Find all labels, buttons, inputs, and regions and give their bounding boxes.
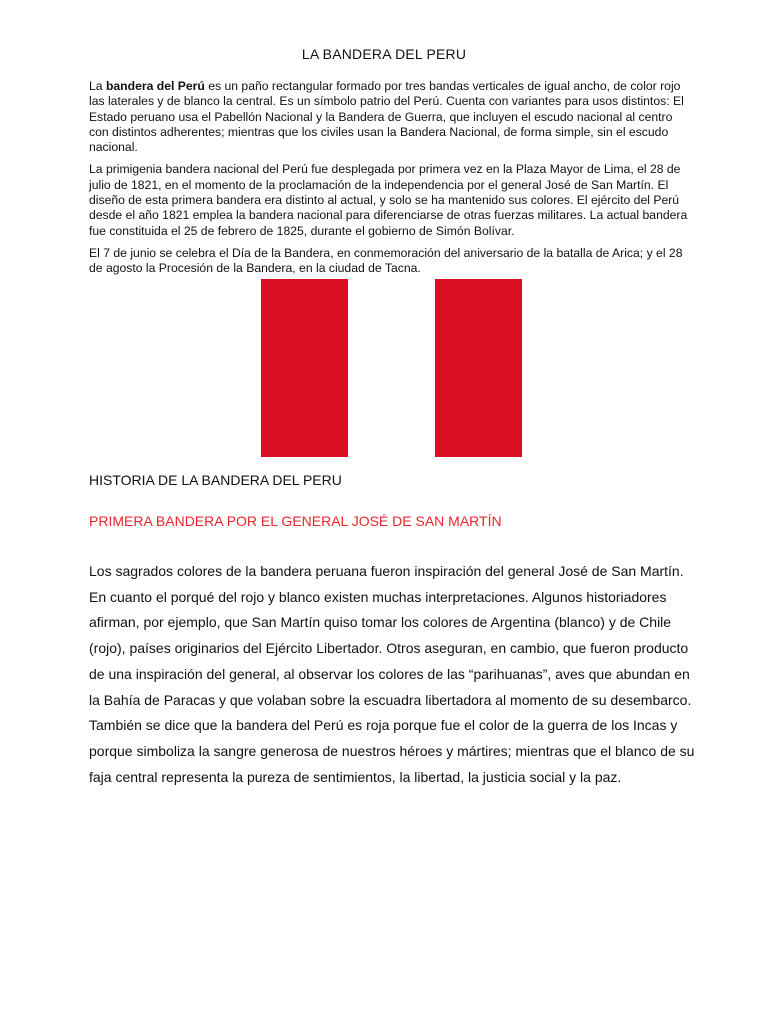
intro-paragraph-2: La primigenia bandera nacional del Perú fue desplegada por primera vez en la Plaza Mayor de Lima, el 28 de julio de 1821, en el momento de la proclamación de la independencia por el general José de San Martín. El diseño de esta primera bandera era distinto al actual, y solo se ha mantenido sus colores. El ejército del Perú desde el año 1821 emplea la bandera nacional para diferenciarse de otras fuerzas militares. La actual bandera fue constituida el 25 de febrero de 1825, durante el gobierno de Simón Bolívar.: [89, 162, 688, 238]
flag-band-center: [348, 279, 435, 457]
history-heading: HISTORIA DE LA BANDERA DEL PERU: [89, 472, 342, 488]
intro-paragraph-3: El 7 de junio se celebra el Día de la Bandera, en conmemoración del aniversario de la batalla de Arica; y el 28 de agosto la Procesión de la Bandera, en la ciudad de Tacna.: [89, 245, 683, 276]
intro-section: [89, 79, 691, 284]
flag-band-left: [261, 279, 348, 457]
flag-band-right: [435, 279, 522, 457]
intro-p1-rest: es un paño rectangular formado por tres bandas verticales de igual ancho, de color rojo las laterales y de blanco la central. Es un símbolo patrio del Perú. Cuenta con variantes para usos distintos: El Estado peruano usa el Pabellón Nacional y la Bandera de Guerra, que incluyen el escudo nacional al centro con distintos adherentes; mientras que los civiles usan la Bandera Nacional, de forma simple, sin el escudo nacional.: [89, 79, 684, 155]
first-flag-subheading: PRIMERA BANDERA POR EL GENERAL JOSÉ DE SAN MARTÍN: [89, 513, 502, 529]
document-title: LA BANDERA DEL PERU: [301, 46, 467, 62]
peru-flag-image: [261, 279, 522, 457]
intro-p1-prefix: La: [89, 79, 106, 93]
history-paragraph: Los sagrados colores de la bandera peruana fueron inspiración del general José de San Martín. En cuanto el porqué del rojo y blanco existen muchas interpretaciones. Algunos historiadores afirman, por ejemplo, que San Martín quiso tomar los colores de Argentina (blanco) y de Chile (rojo), países originarios del Ejército Libertador. Otros aseguran, en cambio, que fueron producto de una inspiración del general, al observar los colores de las “parihuanas”, aves que abundan en la Bahía de Paracas y que volaban sobre la escuadra libertadora al momento de su desembarco. También se dice que la bandera del Perú es roja porque fue el color de la guerra de los Incas y porque simboliza la sangre generosa de nuestros héroes y mártires; mientras que el blanco de su faja central representa la pureza de sentimientos, la libertad, la justicia social y la paz.: [89, 563, 695, 785]
intro-paragraph-1: [89, 79, 691, 155]
intro-p1-bold: bandera del Perú: [105, 79, 205, 93]
